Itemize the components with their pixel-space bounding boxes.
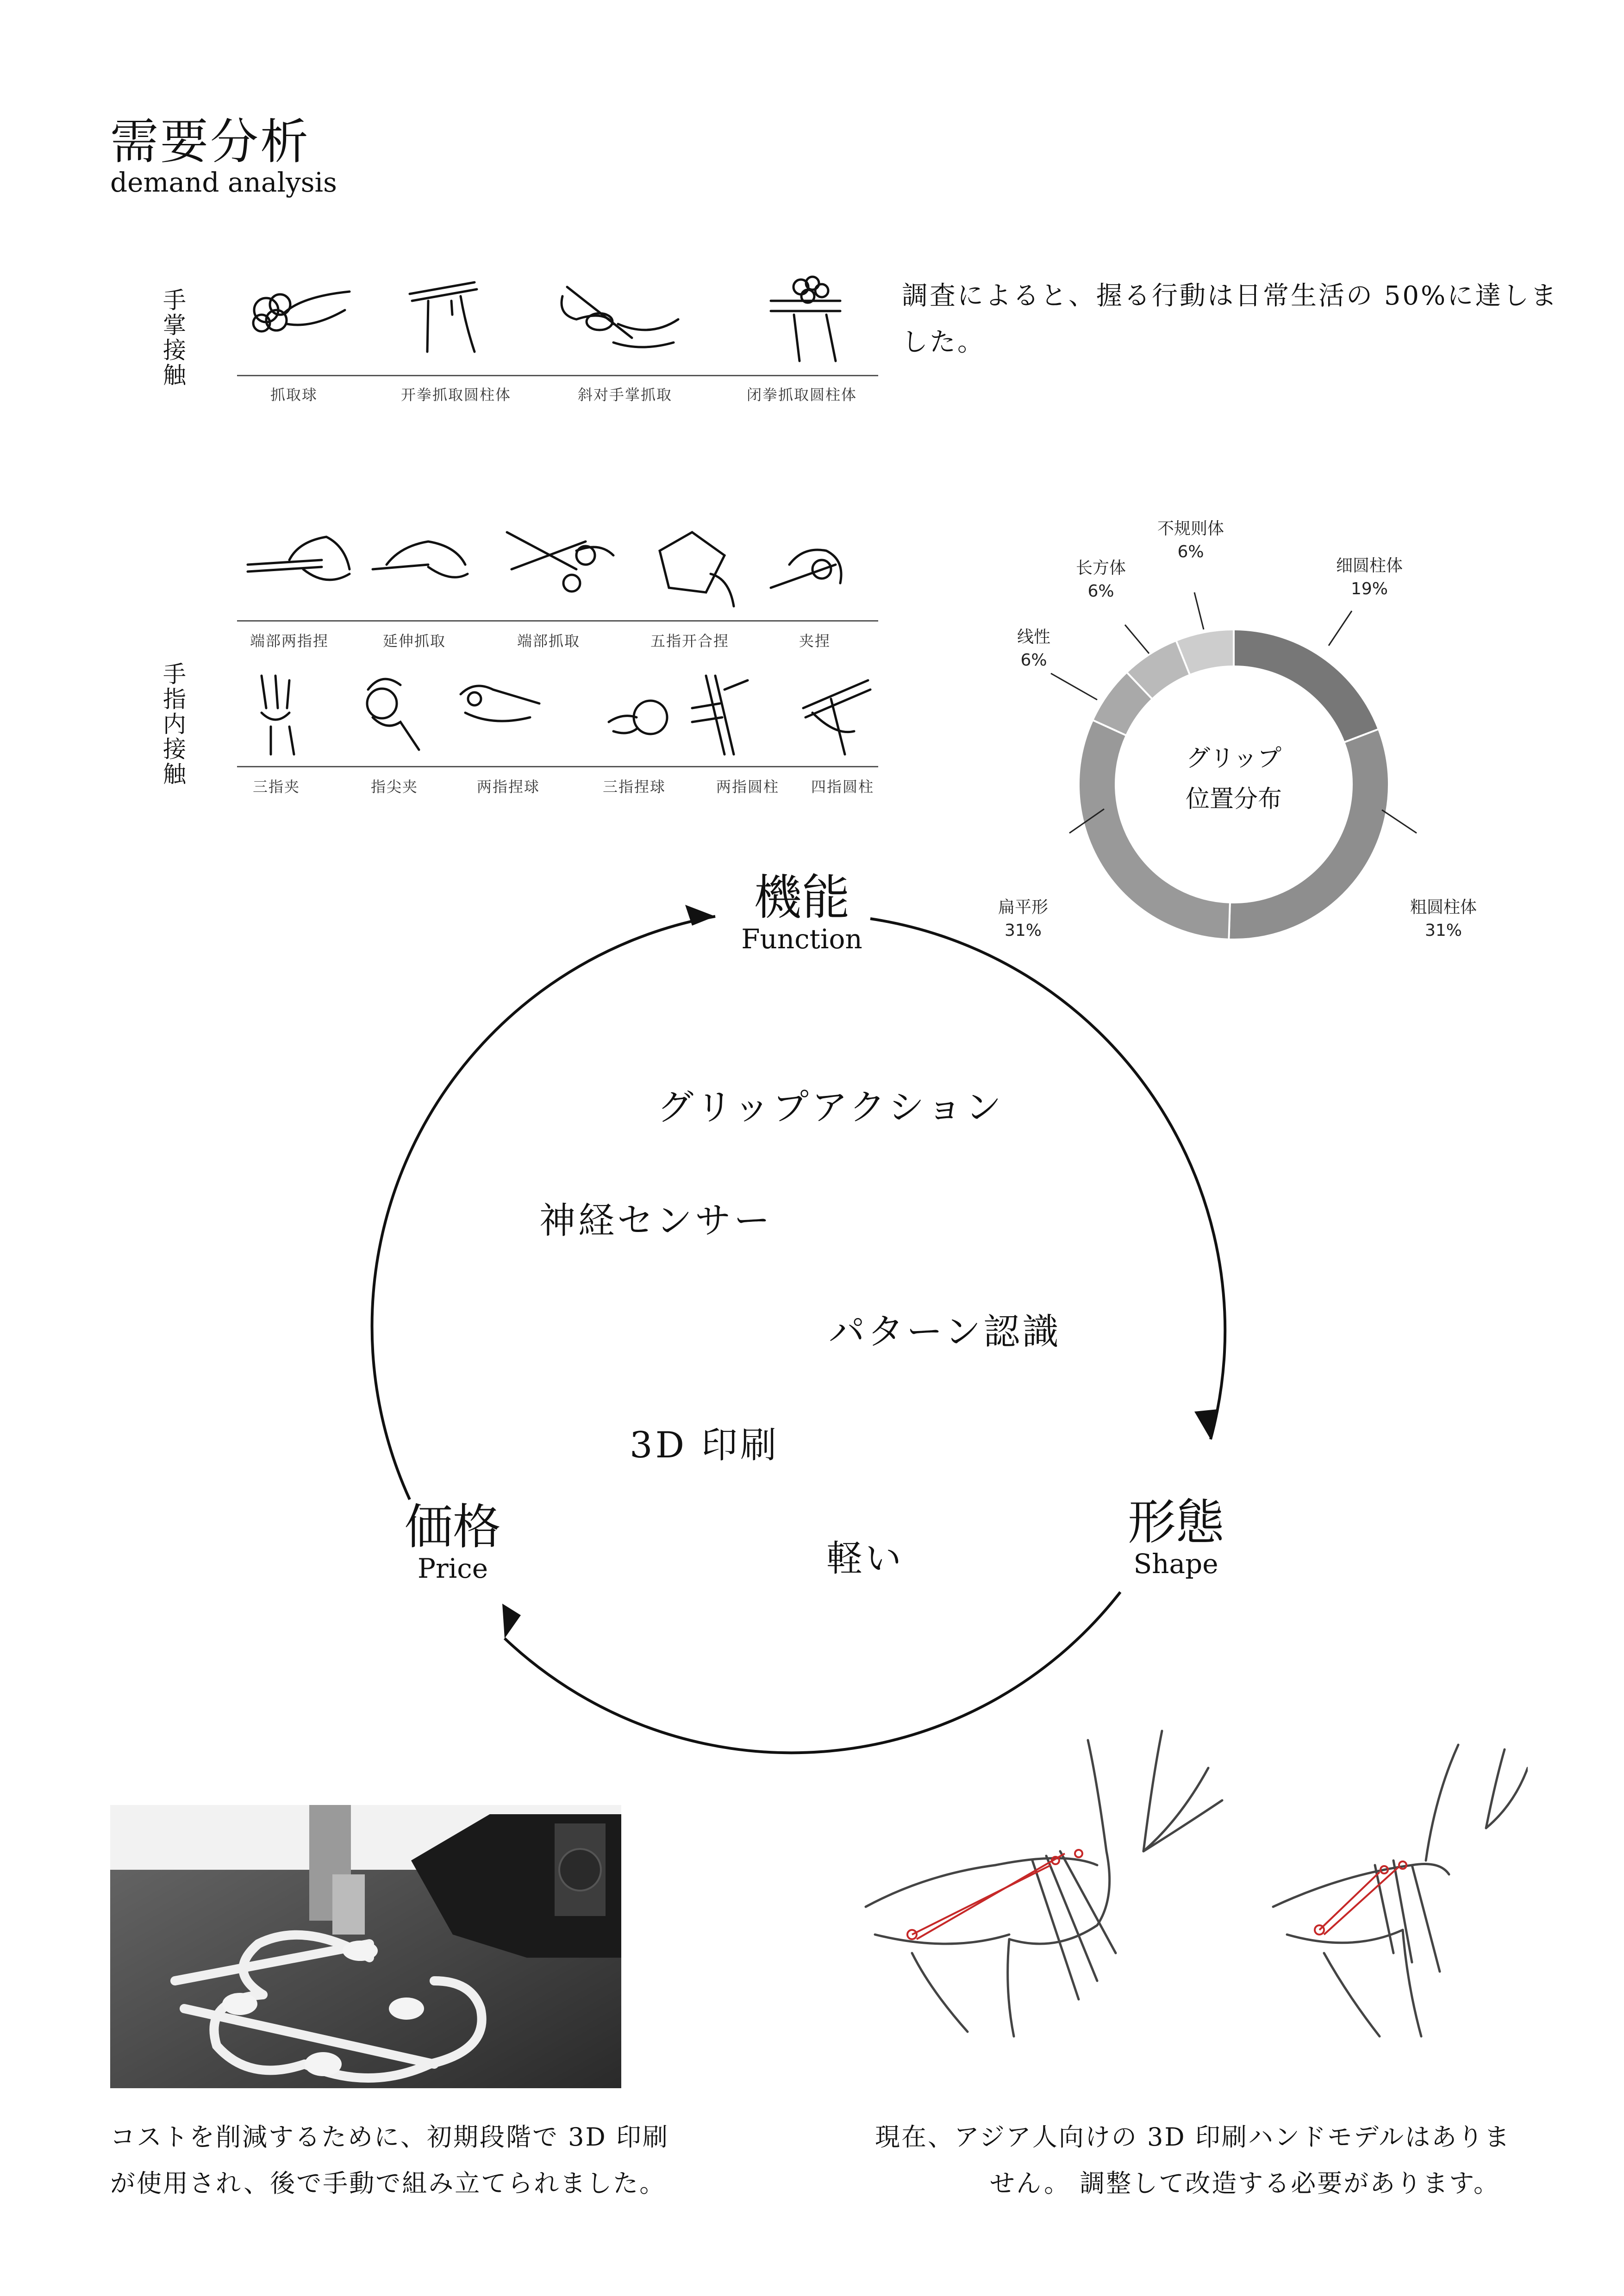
cycle-shape-en: Shape <box>1133 1548 1218 1580</box>
cycle-price-en: Price <box>417 1553 488 1584</box>
fingertip-clamp-icon <box>367 679 419 750</box>
side-pinch-icon <box>771 550 841 588</box>
tendon-line-left <box>907 1850 1082 1939</box>
finger-caption-7: 指尖夹 <box>370 778 418 796</box>
donut-label-cuboid-pct: 6% <box>1087 582 1114 601</box>
donut-center-line2: 位置分布 <box>1185 785 1282 813</box>
finger-row2-divider <box>237 766 878 767</box>
arrowhead-price-icon <box>502 1604 521 1638</box>
finger-caption-5: 夹捏 <box>799 632 831 650</box>
donut-label-linear-pct: 6% <box>1020 651 1047 670</box>
hand-closed-cylinder-icon <box>771 277 840 361</box>
donut-label-irregular-name: 不规则体 <box>1157 519 1224 538</box>
donut-label-linear-name: 线性 <box>1017 628 1050 647</box>
page-subtitle: demand analysis <box>110 167 337 198</box>
palm-caption-2: 开拳抓取圆柱体 <box>400 386 511 404</box>
donut-label-flat-pct: 31% <box>1004 921 1042 940</box>
cycle-function-jp: 機能 <box>753 869 850 926</box>
donut-label-thick-cylinder <box>1393 896 1494 942</box>
two-finger-cylinder-icon <box>692 676 748 754</box>
three-finger-ball-icon <box>609 701 667 734</box>
bottom-left-line2: が使用され、後で手動で組み立てられました。 <box>110 2169 666 2198</box>
donut-label-thin-cylinder-pct: 19% <box>1350 579 1388 598</box>
hand-sketch-right <box>1273 1745 1528 2036</box>
hand-ball-grip-icon <box>253 292 350 331</box>
donut-center-line1: グリップ <box>1186 745 1281 772</box>
bottom-right-line2: せん。 調整して改造する必要があります。 <box>989 2169 1500 2198</box>
keyword-grip-action: グリップアクション <box>657 1087 1004 1128</box>
cycle-function-en: Function <box>741 923 862 955</box>
finger-caption-1: 端部两指捏 <box>250 632 329 650</box>
bottom-right-text <box>875 2114 1551 2207</box>
hand-model-sketches <box>856 1712 1528 2064</box>
donut-label-flat <box>972 896 1074 942</box>
page-title: 需要分析 <box>110 113 311 170</box>
donut-label-flat-name: 扁平形 <box>998 898 1048 917</box>
three-finger-clamp-icon <box>262 676 294 754</box>
finger-caption-6: 三指夹 <box>252 778 300 796</box>
keyword-pattern-recognition: パターン認識 <box>829 1311 1062 1353</box>
palm-caption-4: 闭拳抓取圆柱体 <box>746 386 857 404</box>
bottom-left-line1: コストを削減するために、初期段階で 3D 印刷 <box>110 2122 669 2152</box>
donut-label-irregular-pct: 6% <box>1177 542 1204 561</box>
keyword-nerve-sensor: 神経センサー <box>539 1200 773 1242</box>
extended-grip-icon <box>373 541 468 577</box>
cycle-price-jp: 価格 <box>404 1499 501 1555</box>
four-finger-cylinder-icon <box>803 680 870 754</box>
donut-label-cuboid-name: 长方体 <box>1075 559 1126 578</box>
keyword-3d-printing: 3D 印刷 <box>630 1425 779 1466</box>
five-finger-pinch-icon <box>660 532 734 606</box>
survey-text: 調査によると、握る行動は日常生活の 50%に達しました。 <box>902 281 1559 357</box>
two-finger-tip-pinch-icon <box>248 537 350 580</box>
donut-label-thin-cylinder-name: 细圆柱体 <box>1336 556 1403 575</box>
donut-label-thick-cylinder-name: 粗圆柱体 <box>1410 898 1477 917</box>
arrowhead-shape-icon <box>1194 1409 1218 1439</box>
bottom-left-text <box>110 2114 805 2207</box>
finger-caption-3: 端部抓取 <box>517 632 580 650</box>
finger-grip-illustrations-row2 <box>234 662 910 764</box>
finger-caption-9: 三指捏球 <box>602 778 666 796</box>
tendon-line-right <box>1315 1861 1406 1935</box>
palm-contact-label-text: 手掌接触 <box>159 288 186 388</box>
donut-label-thin-cylinder <box>1318 554 1420 601</box>
finger-contact-label-text: 手指内接触 <box>159 662 186 787</box>
keyword-lightweight: 軽い <box>826 1538 905 1580</box>
finger-caption-2: 延伸抓取 <box>382 632 446 650</box>
donut-label-linear <box>983 626 1085 672</box>
tip-grip-scissors-icon <box>507 532 613 591</box>
hand-diagonal-grip-icon <box>562 287 678 347</box>
finger-caption-4: 五指开合捏 <box>650 632 729 650</box>
donut-label-thick-cylinder-pct: 31% <box>1424 921 1462 940</box>
donut-label-irregular <box>1140 517 1242 564</box>
finger-contact-label <box>156 662 189 793</box>
palm-caption-1: 抓取球 <box>270 386 318 404</box>
finger-caption-10: 两指圆柱 <box>716 778 779 796</box>
finger-caption-11: 四指圆柱 <box>811 778 874 796</box>
palm-caption-3: 斜对手掌抓取 <box>577 386 672 404</box>
cycle-shape-jp: 形態 <box>1127 1494 1224 1550</box>
bottom-right-line1: 現在、アジア人向けの 3D 印刷ハンドモデルはありま <box>875 2122 1511 2152</box>
hand-sketch-left <box>866 1731 1222 2036</box>
3d-printer-photo <box>110 1805 621 2088</box>
finger-grip-illustrations-row1 <box>234 514 910 620</box>
palm-grip-illustrations <box>234 268 910 370</box>
hand-open-cylinder-icon <box>410 282 477 352</box>
arc-function-to-shape <box>870 919 1225 1439</box>
3d-printer-illustration <box>110 1805 621 2088</box>
palm-contact-label <box>156 288 189 394</box>
donut-label-cuboid <box>1050 557 1152 603</box>
palm-row-divider <box>237 375 878 376</box>
finger-row1-divider <box>237 620 878 622</box>
two-finger-ball-icon <box>461 686 539 721</box>
finger-caption-8: 两指捏球 <box>476 778 540 796</box>
